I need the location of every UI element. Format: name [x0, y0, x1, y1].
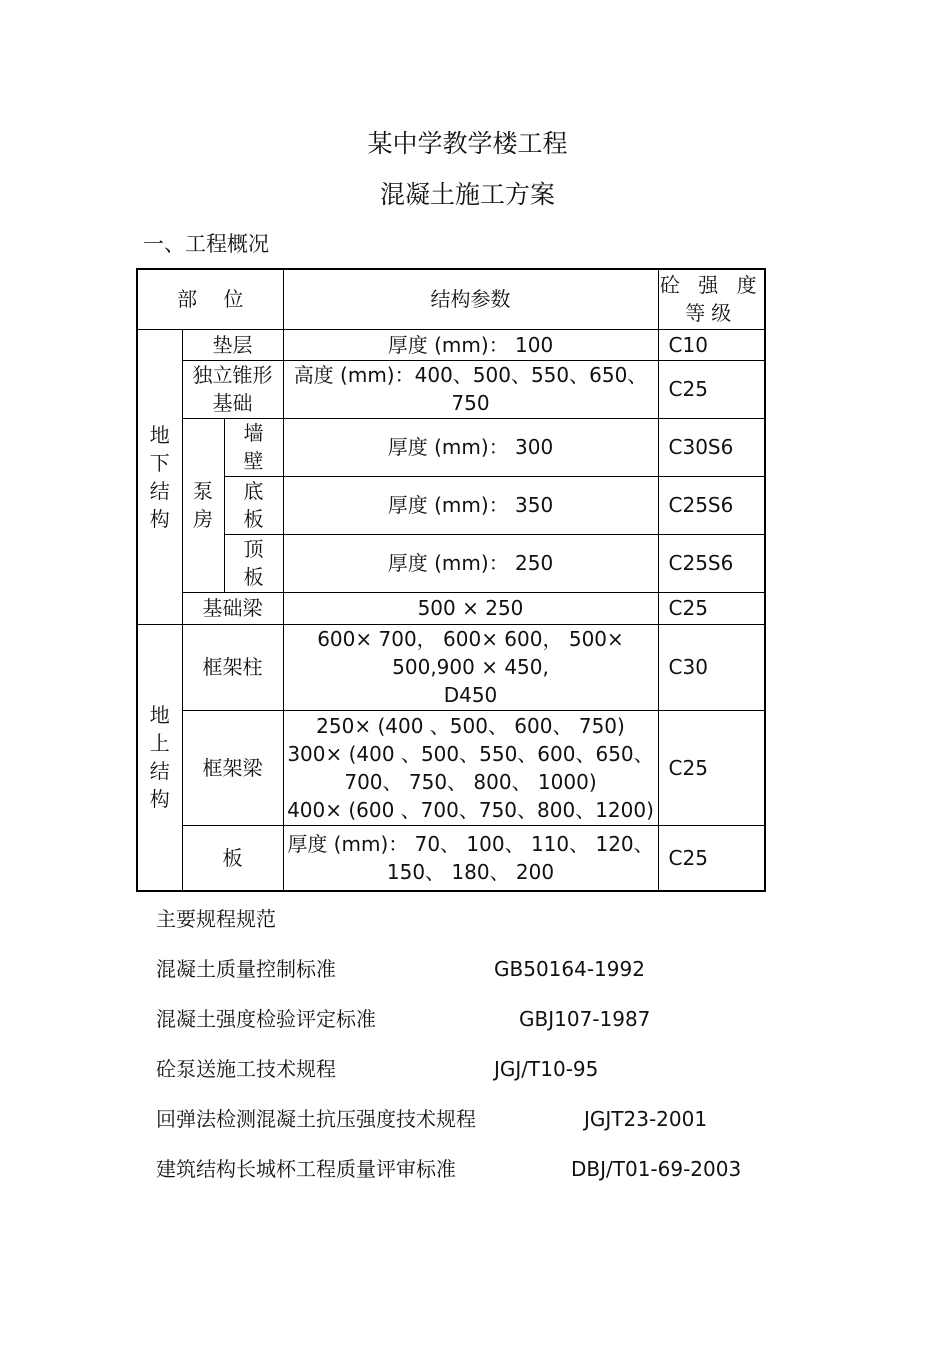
row-grade: C25S6: [658, 476, 765, 534]
header-params: 结构参数: [283, 269, 658, 329]
row-name: 独立锥形基础: [182, 360, 283, 418]
row-name: 顶板: [224, 534, 283, 592]
table-row: [137, 329, 765, 360]
table-row: [137, 360, 765, 418]
table-row: [137, 476, 765, 534]
row-params: 250× (400 、500、 600、 750) 300× (400 、500、550、600、650、 700、 750、 800、 1000) 400× (600 、700、750、800、1200): [283, 710, 658, 825]
row-name: 底板: [224, 476, 283, 534]
reference-code: JGJT23-2001: [584, 1107, 708, 1131]
references-section: [156, 904, 796, 1204]
row-name: 框架柱: [182, 624, 283, 710]
row-grade: C30S6: [658, 418, 765, 476]
reference-name: 砼泵送施工技术规程: [156, 1057, 336, 1081]
row-grade: C10: [658, 329, 765, 360]
reference-item: [156, 1054, 796, 1084]
row-grade: C25: [658, 825, 765, 891]
row-params: 500 × 250: [283, 592, 658, 624]
row-params: 厚度 (mm)： 350: [283, 476, 658, 534]
row-params: 厚度 (mm)： 300: [283, 418, 658, 476]
row-name: 框架梁: [182, 710, 283, 825]
reference-item: [156, 1004, 796, 1034]
row-params: 厚度 (mm)： 100: [283, 329, 658, 360]
reference-name: 混凝土强度检验评定标准: [156, 1007, 376, 1031]
reference-item: [156, 954, 796, 984]
document-title: 某中学教学楼工程: [367, 129, 568, 158]
reference-name: 建筑结构长城杯工程质量评审标准: [156, 1157, 456, 1181]
table-row: [137, 534, 765, 592]
row-grade: C30: [658, 624, 765, 710]
group-aboveground: 地上结构: [137, 624, 182, 891]
reference-item: [156, 1104, 796, 1134]
row-grade: C25: [658, 710, 765, 825]
reference-name: 回弹法检测混凝土抗压强度技术规程: [156, 1107, 476, 1131]
row-grade: C25: [658, 592, 765, 624]
group-underground: 地下结构: [137, 329, 182, 624]
references-heading: 主要规程规范: [156, 907, 276, 931]
reference-code: GBJ107-1987: [519, 1007, 651, 1031]
reference-code: GB50164-1992: [494, 957, 645, 981]
row-name: 垫层: [182, 329, 283, 360]
reference-name: 混凝土质量控制标准: [156, 957, 336, 981]
reference-item: [156, 1154, 796, 1184]
table-row: [137, 418, 765, 476]
table-row: [137, 825, 765, 891]
table-row: [137, 624, 765, 710]
row-name: 基础梁: [182, 592, 283, 624]
header-part: 部 位: [137, 269, 283, 329]
row-params: 厚度 (mm)： 70、 100、 110、 120、 150、 180、 200: [283, 825, 658, 891]
row-grade: C25S6: [658, 534, 765, 592]
row-name: 板: [182, 825, 283, 891]
reference-code: JGJ/T10-95: [494, 1057, 599, 1081]
row-name: 墙壁: [224, 418, 283, 476]
group-pump-room: 泵房: [182, 418, 224, 592]
row-params: 600× 700， 600× 600， 500× 500,900 × 450, D450: [283, 624, 658, 710]
table-header-row: [137, 269, 765, 329]
header-grade: 砼 强 度 等级: [658, 269, 765, 329]
row-grade: C25: [658, 360, 765, 418]
document-subtitle: 混凝土施工方案: [379, 180, 555, 209]
row-params: 厚度 (mm)： 250: [283, 534, 658, 592]
table-row: [137, 710, 765, 825]
row-params: 高度 (mm)：400、500、550、650、750: [283, 360, 658, 418]
reference-code: DBJ/T01-69-2003: [571, 1157, 742, 1181]
section-heading-project-overview: 一、工程概况: [143, 232, 269, 256]
table-row: [137, 592, 765, 624]
structure-parameters-table: [136, 268, 766, 892]
